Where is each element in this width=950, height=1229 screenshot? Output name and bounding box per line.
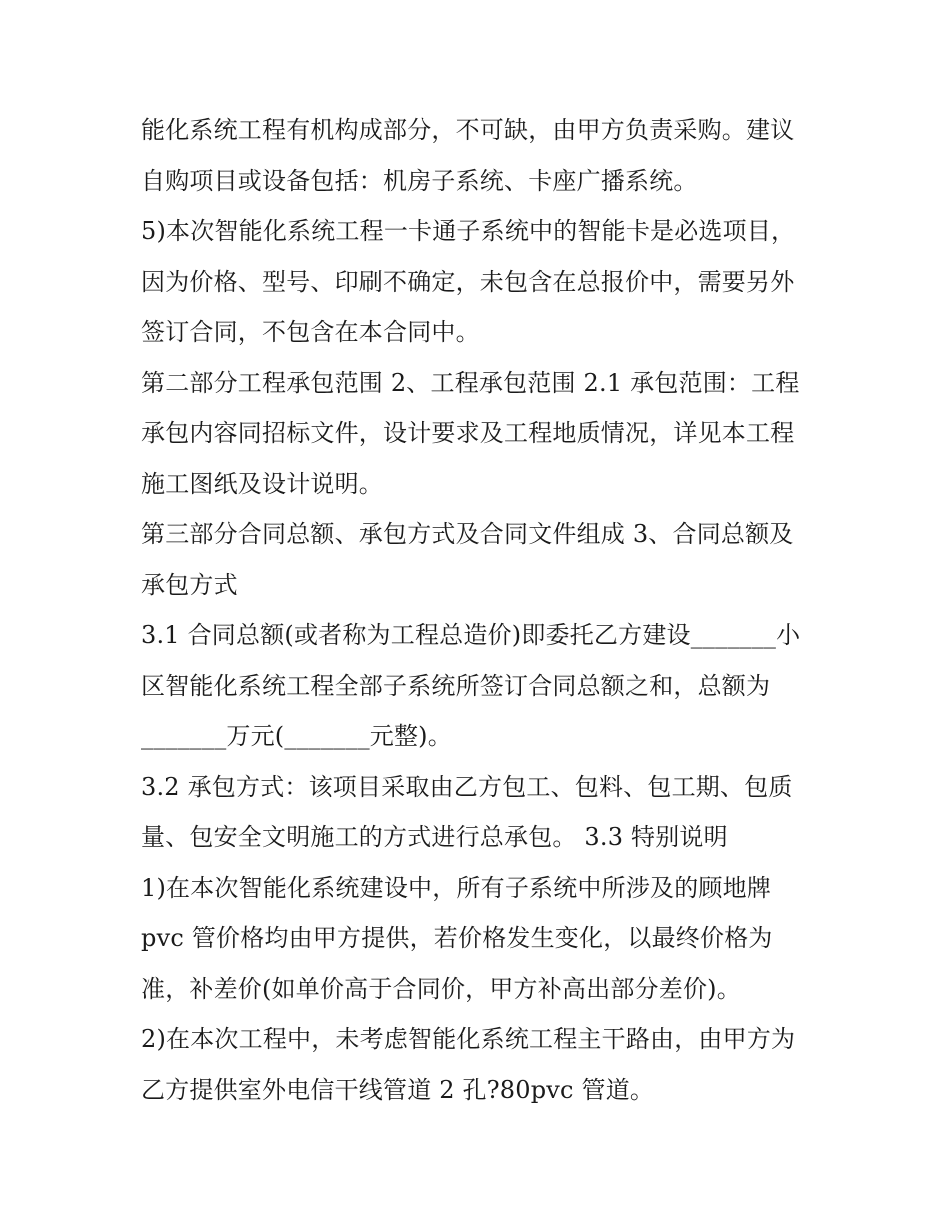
text-line: 5)本次智能化系统工程一卡通子系统中的智能卡是必选项目， [141,217,796,245]
text-line: 能化系统工程有机构成部分，不可缺，由甲方负责采购。建议 [141,116,795,144]
text-line: 3.2 承包方式：该项目采取由乙方包工、包料、包工期、包质 [141,772,793,801]
text-line: 区智能化系统工程全部子系统所签订合同总额之和，总额为 [141,671,771,700]
text-line: pvc 管价格均由甲方提供，若价格发生变化，以最终价格为 [141,924,773,952]
text-line: 承包内容同招标文件，设计要求及工程地质情况，详见本工程 [141,419,795,447]
text-line: 1)在本次智能化系统建设中，所有子系统中所涉及的顾地牌 [141,873,772,902]
text-line: 准，补差价(如单价高于合同价，甲方补高出部分差价)。 [141,974,741,1003]
text-line: 3.1 合同总额(或者称为工程总造价)即委托乙方建设_______小 [141,621,801,649]
text-line: 承包方式 [141,570,238,599]
text-line: 自购项目或设备包括：机房子系统、卡座广播系统。 [141,166,698,195]
text-line: 签订合同，不包含在本合同中。 [141,318,480,346]
text-line: _______万元(_______元整)。 [141,722,452,750]
text-line: 乙方提供室外电信干线管道 2 孔?80pvc 管道。 [141,1075,655,1104]
text-line: 2)在本次工程中，未考虑智能化系统工程主干路由，由甲方为 [141,1025,796,1053]
document-body [141,105,821,1115]
text-line: 施工图纸及设计说明。 [141,469,383,498]
section-heading-line: 第三部分合同总额、承包方式及合同文件组成 3、合同总额及 [141,520,794,548]
text-line: 量、包安全文明施工的方式进行总承包。 3.3 特别说明 [141,823,728,851]
text-line: 因为价格、型号、印刷不确定，未包含在总报价中，需要另外 [141,267,795,296]
section-heading-line: 第二部分工程承包范围 2、工程承包范围 2.1 承包范围：工程 [141,368,800,397]
